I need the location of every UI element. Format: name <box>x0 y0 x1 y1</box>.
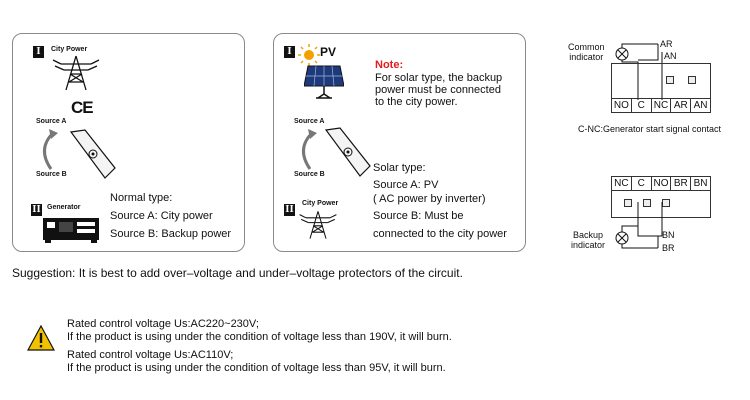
label-ar: AR <box>660 39 673 49</box>
warning-line-4: If the product is using under the condition of voltage less than 95V, it will burn. <box>67 362 446 374</box>
common-indicator-line-2: indicator <box>569 52 604 62</box>
common-terminal-block <box>611 63 711 113</box>
source-a-label: Source A <box>294 118 325 125</box>
terminal-an: AN <box>690 99 710 112</box>
solar-source-b-desc-2: connected to the city power <box>373 228 507 240</box>
common-terminal-row <box>612 98 710 112</box>
terminal-body <box>612 64 710 98</box>
terminal-br: BR <box>670 177 690 190</box>
suggestion-text: Suggestion: It is best to add over–voltage and under–voltage protectors of the circuit. <box>12 266 463 280</box>
note-title: Note: <box>375 59 404 71</box>
warning-line-3: Rated control voltage Us:AC110V; <box>67 349 234 361</box>
note-line-3: to the city power. <box>375 96 458 108</box>
backup-indicator-line-2: indicator <box>571 240 606 250</box>
generator-label: Generator <box>47 204 81 211</box>
source-b-label: Source B <box>36 171 67 178</box>
rotate-arrow-icon <box>31 129 61 173</box>
terminal-screw <box>666 76 674 84</box>
solar-source-a-desc-2: ( AC power by inverter) <box>373 193 486 205</box>
roman-one-badge: I <box>284 46 295 58</box>
ats-switch-icon <box>318 126 374 178</box>
source-b-label: Source B <box>294 171 325 178</box>
terminal-c: C <box>631 99 651 112</box>
warning-icon <box>27 325 55 351</box>
solar-panel-icon <box>304 64 344 100</box>
label-bn: BN <box>662 230 675 240</box>
pylon-icon <box>51 54 101 92</box>
label-an: AN <box>664 51 677 61</box>
ce-mark-icon: CE <box>71 98 93 117</box>
normal-source-b-desc: Source B: Backup power <box>110 228 232 240</box>
sun-icon <box>298 44 320 66</box>
solar-source-a-desc: Source A: PV <box>373 179 439 191</box>
note-line-1: For solar type, the backup <box>375 72 503 84</box>
terminal-no: NO <box>651 177 671 190</box>
terminal-nc: NC <box>651 99 671 112</box>
label-br: BR <box>662 243 675 253</box>
backup-indicator-wiring <box>600 200 720 260</box>
normal-source-a-desc: Source A: City power <box>110 210 213 222</box>
roman-two-badge: II <box>285 205 294 215</box>
generator-contact-caption: C-NC:Generator start signal contact <box>578 124 722 134</box>
roman-one-badge: I <box>33 46 44 58</box>
solar-type-panel <box>273 33 526 252</box>
common-indicator-line-1: Common <box>568 42 605 52</box>
warning-line-2: If the product is using under the condition of voltage less than 190V, it will burn. <box>67 331 452 343</box>
terminal-ar: AR <box>670 99 690 112</box>
solar-source-b-desc: Source B: Must be <box>373 210 464 222</box>
normal-type-panel <box>12 33 245 252</box>
pv-label: PV <box>320 45 337 59</box>
warning-line-1: Rated control voltage Us:AC220~230V; <box>67 318 259 330</box>
backup-indicator-label <box>571 230 605 250</box>
terminal-no: NO <box>613 100 629 111</box>
rotate-arrow-icon <box>290 129 320 173</box>
generator-icon <box>41 214 101 244</box>
backup-terminal-row <box>612 177 710 191</box>
source-a-label: Source A <box>36 118 67 125</box>
backup-indicator-line-1: Backup <box>573 230 604 240</box>
terminal-screw <box>688 76 696 84</box>
pylon-icon <box>298 208 338 242</box>
terminal-bn: BN <box>690 177 710 190</box>
roman-two-badge: II <box>32 205 41 215</box>
city-power-label: City Power <box>302 200 339 207</box>
solar-type-title: Solar type: <box>373 162 426 174</box>
terminal-nc: NC <box>614 178 629 189</box>
terminal-c: C <box>631 177 651 190</box>
ats-switch-icon <box>63 128 119 180</box>
city-power-label: City Power <box>51 46 88 53</box>
note-line-2: power must be connected <box>375 84 501 96</box>
normal-type-title: Normal type: <box>110 192 173 204</box>
